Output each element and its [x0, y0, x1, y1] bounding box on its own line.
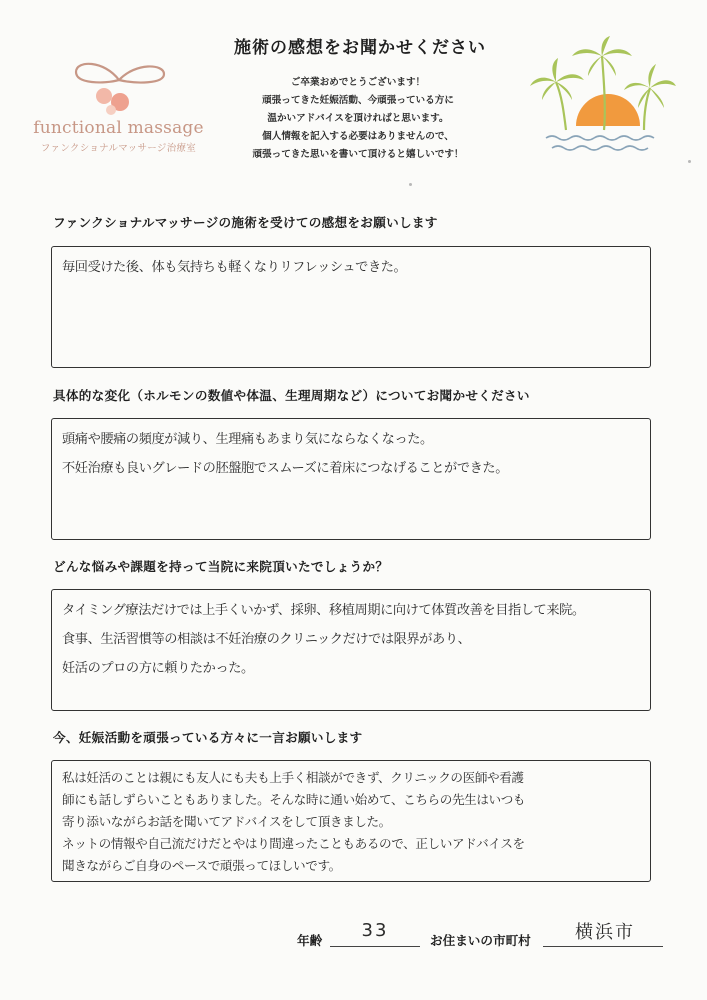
answer-text-4 — [62, 767, 642, 877]
question-1: ファンクショナルマッサージの施術を受けての感想をお願いします — [53, 215, 438, 230]
intro-line: 温かいアドバイスを頂ければと思います。 — [267, 113, 449, 124]
answer-line: 妊活のプロの方に頼りたかった。 — [62, 661, 254, 676]
answer-line: タイミング療法だけでは上手くいかず、採卵、移植周期に向けて体質改善を目指して来院。 — [62, 603, 585, 618]
intro-message — [228, 74, 488, 164]
question-2: 具体的な変化（ホルモンの数値や体温、生理周期など）についてお聞かせください — [53, 388, 530, 403]
brand-name: functional massage — [33, 118, 204, 138]
answer-line: 師にも話しずらいこともありました。そんな時に通い始めて、こちらの先生はいつも — [62, 792, 526, 807]
answer-line: ネットの情報や自己流だけだとやはり間違ったこともあるので、正しいアドバイスを — [62, 836, 525, 851]
answer-line: 頭痛や腰痛の頻度が減り、生理痛もあまり気にならなくなった。 — [62, 432, 433, 447]
age-value[interactable]: 33 — [361, 920, 389, 941]
answer-line: 寄り添いながらお話を聞いてアドバイスをして頂きました。 — [62, 814, 391, 829]
answer-line: 不妊治療も良いグレードの胚盤胞でスムーズに着床につなげることができた。 — [62, 461, 508, 476]
answer-box-4[interactable] — [51, 760, 651, 882]
answer-box-2[interactable] — [51, 418, 651, 540]
answer-line: 私は妊活のことは親にも友人にも夫も上手く相談ができず、クリニックの医師や看護 — [62, 770, 524, 785]
question-4: 今、妊娠活動を頑張っている方々に一言お願いします — [53, 730, 363, 745]
answer-box-1[interactable] — [51, 246, 651, 368]
intro-line: 個人情報を記入する必要はありませんので、 — [262, 131, 454, 142]
logo — [28, 54, 203, 164]
city-value[interactable]: 横浜市 — [575, 922, 635, 943]
butterfly-logo-icon — [64, 54, 174, 116]
answer-line: 聞きながらご自身のペースで頑張ってほしいです。 — [62, 858, 341, 873]
answer-text-3 — [62, 596, 642, 683]
age-label: 年齢 — [297, 933, 323, 948]
answer-text-2 — [62, 425, 642, 483]
palm-trees-sunset-icon — [526, 34, 676, 164]
answer-text-1 — [62, 253, 642, 282]
scan-speck — [688, 160, 691, 163]
intro-line: 頑張ってきた思いを書いて頂けると嬉しいです！ — [252, 149, 464, 160]
answer-line: 食事、生活習慣等の相談は不妊治療のクリニックだけでは限界があり、 — [62, 632, 471, 647]
city-label: お住まいの市町村 — [430, 933, 531, 948]
city-underline — [543, 946, 663, 947]
answer-box-3[interactable] — [51, 589, 651, 711]
page-title: 施術の感想をお聞かせください — [234, 38, 486, 58]
question-3: どんな悩みや課題を持って当院に来院頂いたでしょうか？ — [53, 559, 389, 574]
intro-line: ご卒業おめでとうございます！ — [290, 77, 426, 88]
answer-line: 毎回受けた後、体も気持ちも軽くなりリフレッシュできた。 — [62, 260, 407, 275]
intro-line: 頑張ってきた妊娠活動、今頑張っている方に — [262, 95, 454, 106]
brand-subtitle: ファンクショナルマッサージ治療室 — [40, 143, 197, 154]
age-underline — [330, 946, 420, 947]
scan-speck — [409, 183, 412, 186]
